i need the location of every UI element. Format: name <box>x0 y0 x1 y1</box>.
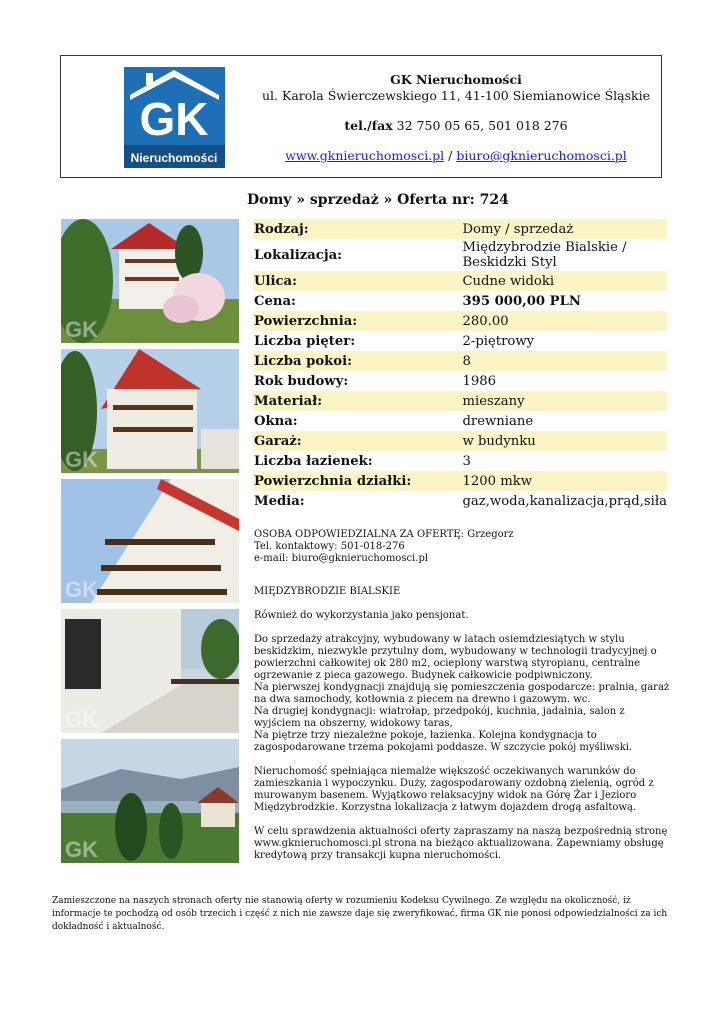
description-paragraph: Do sprzedaży atrakcyjny, wybudowany w latach osiemdziesiątych w stylu beskidzkim, niezwykle przytulny dom, wybudowany w technologii tradycyjnej o powierzchni całkowitej ok 280 m2, ocieplony warstwą styropianu, centralne ogrzewanie z pieca gazowego. Budynek całkowicie podpiwniczony. Na pierwszej kondygnacji znajdują się pomieszczenia gospodarcze: pralnia, garaż na dwa samochody, kotłownia z piecem na drewno i gazowym. wc. Na drugiej kondygnacji: wiatrołap, przedpokój, kuchnia, jadalnia, salon z wyjściem na obszerny, widokowy taras, Na piętrze trzy niezależne pokoje, łazienka. Kolejna kondygnacja to zagospodarowane trzema pokojami poddasze. W szczycie pokój myśliwski. <box>254 634 670 753</box>
property-value: 280.00 <box>461 311 667 331</box>
property-label: Okna: <box>254 413 298 429</box>
link-separator: / <box>448 148 453 163</box>
property-value: 3 <box>462 453 471 469</box>
photo-watermark: GK <box>65 447 98 472</box>
property-row <box>253 351 667 371</box>
photo-watermark: GK <box>65 317 98 342</box>
gk-logo <box>124 67 225 168</box>
property-details-table <box>253 219 667 511</box>
company-name: GK Nieruchomości <box>390 72 522 87</box>
offer-description <box>254 586 674 874</box>
property-label: Powierzchnia działki: <box>253 471 461 491</box>
property-value: 1200 mkw <box>461 471 667 491</box>
property-value: mieszany <box>461 391 667 411</box>
balconies-photo <box>61 479 239 603</box>
description-paragraph: W celu sprawdzenia aktualności oferty zapraszamy na naszą bezpośrednią stronę www.gknieruchomosci.pl strona na bieżąco aktualizowana. Zapewniamy obsługę kredytową przy transakcji kupna nieruchomości. <box>254 826 668 861</box>
property-value: w budynku <box>461 431 667 451</box>
photo-watermark: GK <box>65 837 98 862</box>
property-label: Powierzchnia: <box>253 311 461 331</box>
property-value: 2-piętrowy <box>462 333 535 349</box>
property-label: Rok budowy: <box>254 373 349 389</box>
description-paragraph: Nieruchomość spełniająca niemalże większość oczekiwanych warunków do zamieszkania i wypoczynku. Duży, zagospodarowany ozdobną zielenią, ogród z murowanym basenem. Wyjątkowo relaksacyjny widok na Górę Żar i Jezioro Międzybrodzkie. Korzystna lokalizacja z łatwym dojazdem drogą asfaltową. <box>254 766 654 813</box>
offer-title: Domy » sprzedaż » Oferta nr: 724 <box>247 192 509 208</box>
property-row <box>253 431 667 451</box>
description-paragraph: Również do wykorzystania jako pensjonat. <box>254 610 469 621</box>
website-link[interactable]: www.gknieruchomosci.pl <box>285 148 445 163</box>
house-side-photo <box>61 349 239 473</box>
property-value: 1986 <box>462 373 497 389</box>
terrace-photo <box>61 609 239 733</box>
company-header <box>60 55 662 178</box>
contact-email: e-mail: biuro@gknieruchomosci.pl <box>254 553 429 564</box>
property-row <box>253 271 667 291</box>
property-row <box>253 411 667 431</box>
company-phone <box>251 118 661 134</box>
property-row <box>253 291 667 311</box>
photo-watermark: GK <box>65 577 98 602</box>
company-links <box>251 148 661 164</box>
property-label: Materiał: <box>253 391 461 411</box>
property-row <box>253 219 667 239</box>
property-label: Media: <box>254 493 305 509</box>
property-row <box>253 391 667 411</box>
property-label: Garaż: <box>253 431 461 451</box>
property-row <box>253 331 667 351</box>
house-front-photo <box>61 219 239 343</box>
property-label: Rodzaj: <box>253 219 461 239</box>
description-heading: MIĘDZYBRODZIE BIALSKIE <box>254 586 401 597</box>
mountain-view-photo <box>61 739 239 863</box>
property-label: Cena: <box>254 293 296 309</box>
contact-info <box>254 529 514 565</box>
property-label: Lokalizacja: <box>254 247 343 263</box>
contact-person: OSOBA ODPOWIEDZIALNA ZA OFERTĘ: Grzegorz <box>254 529 514 540</box>
property-row <box>253 311 667 331</box>
tel-value: 32 750 05 65, 501 018 276 <box>396 118 568 133</box>
contact-phone: Tel. kontaktowy: 501-018-276 <box>254 541 405 552</box>
company-address: ul. Karola Świerczewskiego 11, 41-100 Siemianowice Śląskie <box>261 88 651 103</box>
property-row <box>253 239 667 271</box>
property-row <box>253 491 667 511</box>
property-row <box>253 451 667 471</box>
property-value: 395 000,00 PLN <box>462 293 581 309</box>
logo-word: Nieruchomości <box>130 151 218 165</box>
disclaimer-footer: Zamieszczone na naszych stronach oferty nie stanowią oferty w rozumieniu Kodeksu Cywilnego. Ze względu na okoliczność, iż informacje te pochodzą od osób trzecich i część z nich nie zawsze daje się zweryfikować, firma GK nie ponosi odpowiedzialności za ich dokładność i aktualność. <box>52 896 668 932</box>
property-label: Ulica: <box>253 271 461 291</box>
logo-letters: GK <box>139 93 209 145</box>
property-value: 8 <box>461 351 667 371</box>
property-value: drewniane <box>462 413 534 429</box>
property-label: Liczba pięter: <box>254 333 356 349</box>
property-row <box>253 371 667 391</box>
property-row <box>253 471 667 491</box>
photo-watermark: GK <box>65 707 98 732</box>
property-value: Cudne widoki <box>461 271 667 291</box>
property-label: Liczba łazienek: <box>254 453 373 469</box>
property-value: Domy / sprzedaż <box>461 219 667 239</box>
property-value: gaz,woda,kanalizacja,prąd,siła <box>462 493 667 509</box>
property-label: Liczba pokoi: <box>253 351 461 371</box>
property-value: Międzybrodzie Bialskie / Beskidzki Styl <box>462 240 627 270</box>
email-link[interactable]: biuro@gknieruchomosci.pl <box>456 148 627 163</box>
tel-label: tel./fax <box>344 118 393 133</box>
